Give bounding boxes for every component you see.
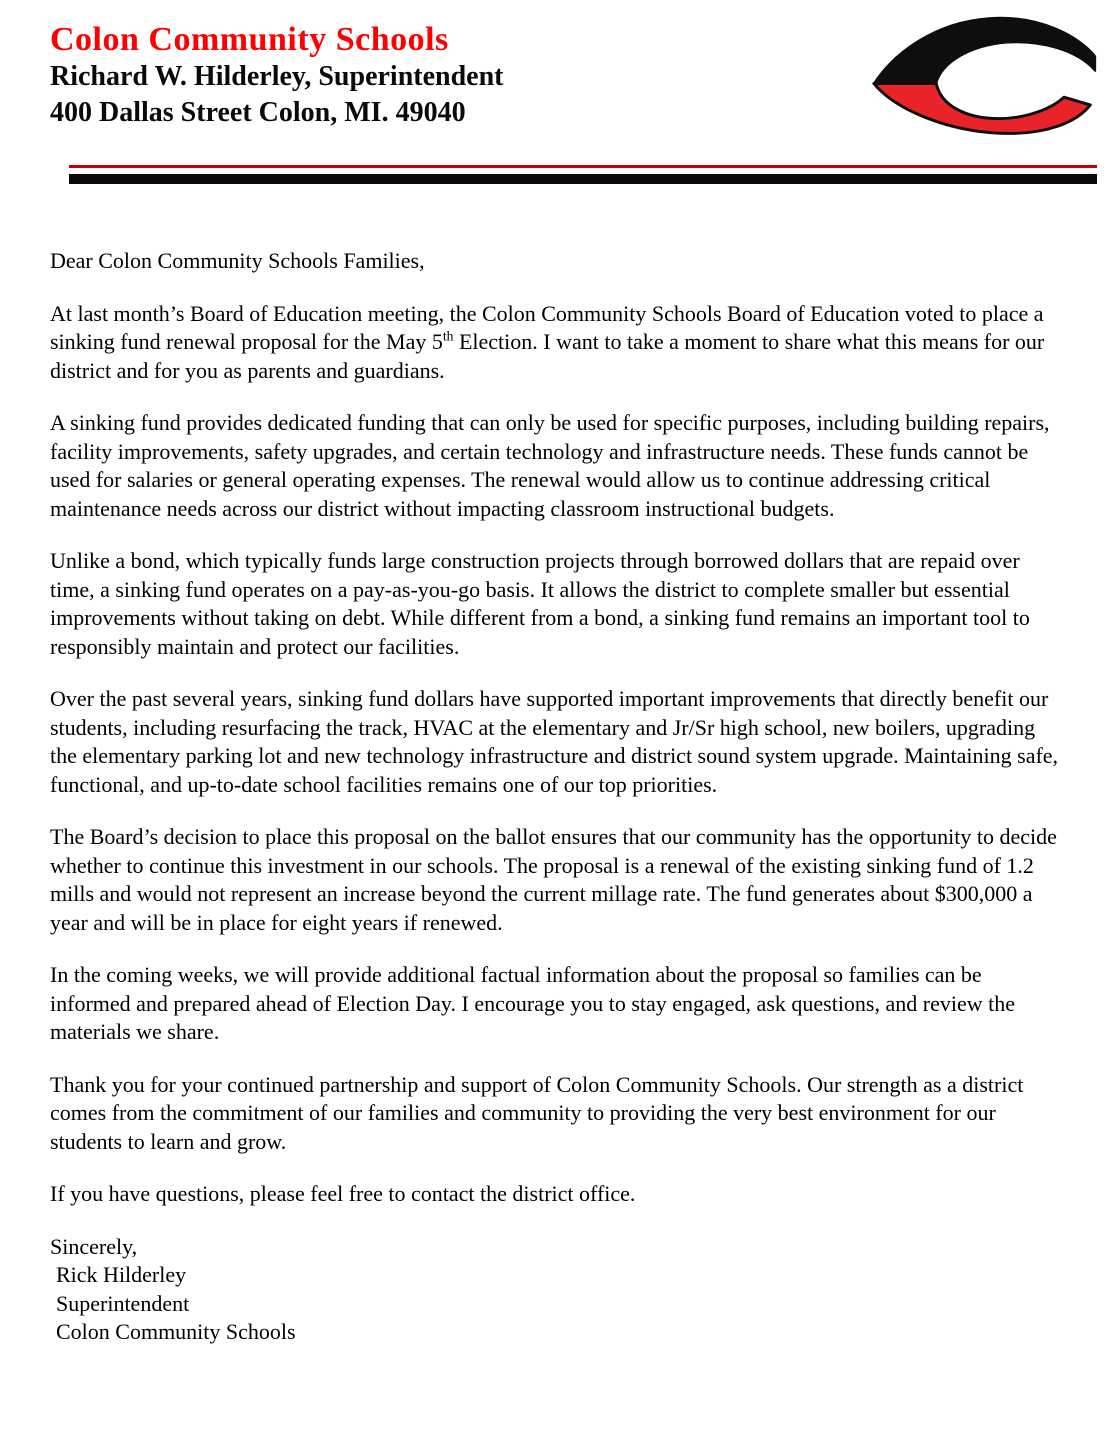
paragraph-bond-comparison: Unlike a bond, which typically funds large construction projects through borrowed dollars that are repaid over time, a sinking fund operates on a pay-as-you-go basis. It allows the district to complete smaller but essential improvements without taking on debt. While different from a bond, a sinking fund remains an important tool to responsibly maintain and protect our facilities.	[50, 548, 1030, 659]
paragraph-past-improvements: Over the past several years, sinking fund dollars have supported important improvements that directly benefit our students, including resurfacing the track, HVAC at the elementary and Jr/Sr high school, new boilers, upgrading the elementary parking lot and new technology infrastructure and district sound system upgrade. Maintaining safe, functional, and up-to-date school facilities remains one of our top priorities.	[50, 686, 1059, 797]
signature-org: Colon Community Schools	[56, 1319, 296, 1344]
paragraph-sinking-fund-purpose: A sinking fund provides dedicated funding that can only be used for specific purposes, including building repairs, facility improvements, safety upgrades, and certain technology and infrastructure needs. These funds cannot be used for salaries or general operating expenses. The renewal would allow us to continue addressing critical maintenance needs across our district without impacting classroom instructional budgets.	[50, 410, 1050, 521]
school-name-title: Colon Community Schools	[50, 21, 449, 58]
black-divider	[69, 174, 1097, 184]
paragraph-thank-you: Thank you for your continued partnership and support of Colon Community Schools. Our strength as a district comes from the commitment of our families and community to providing the very best environment for our students to learn and grow.	[50, 1071, 1024, 1154]
signature-block	[50, 1233, 1064, 1347]
signature-name: Rick Hilderley	[56, 1262, 187, 1287]
ordinal-superscript: th	[442, 328, 454, 344]
paragraph-election-start: At last month’s Board of Education meeting, the Colon Community Schools Board of Education voted to place a sinking fund renewal proposal for the May 5	[50, 300, 1044, 354]
signature-title: Superintendent	[56, 1290, 190, 1316]
colon-c-logo-icon	[868, 8, 1102, 160]
salutation: Dear Colon Community Schools Families,	[50, 248, 425, 273]
superintendent-line: Richard W. Hilderley, Superintendent	[50, 61, 504, 93]
paragraph-board-decision: The Board’s decision to place this proposal on the ballot ensures that our community has the opportunity to decide whether to continue this investment in our schools. The proposal is a renewal of the existing sinking fund of 1.2 mills and would not represent an increase beyond the current millage rate. The fund generates about $300,000 a year and will be in place for eight years if renewed.	[50, 824, 1057, 935]
address-line: 400 Dallas Street Colon, MI. 49040	[50, 96, 466, 128]
paragraph-coming-weeks: In the coming weeks, we will provide additional factual information about the proposal so families can be informed and prepared ahead of Election Day. I encourage you to stay engaged, ask questions, and review the materials we share.	[50, 962, 1015, 1044]
paragraph-questions: If you have questions, please feel free to contact the district office.	[50, 1181, 636, 1206]
closing: Sincerely,	[50, 1233, 138, 1259]
paragraph-election-end: Election. I want to take a moment to share what this means for our district and for you as parents and guardians.	[50, 329, 1045, 383]
paragraph-election	[50, 300, 1064, 386]
red-divider	[69, 165, 1097, 168]
letterhead	[0, 0, 1117, 130]
letter-body	[50, 247, 1064, 1347]
